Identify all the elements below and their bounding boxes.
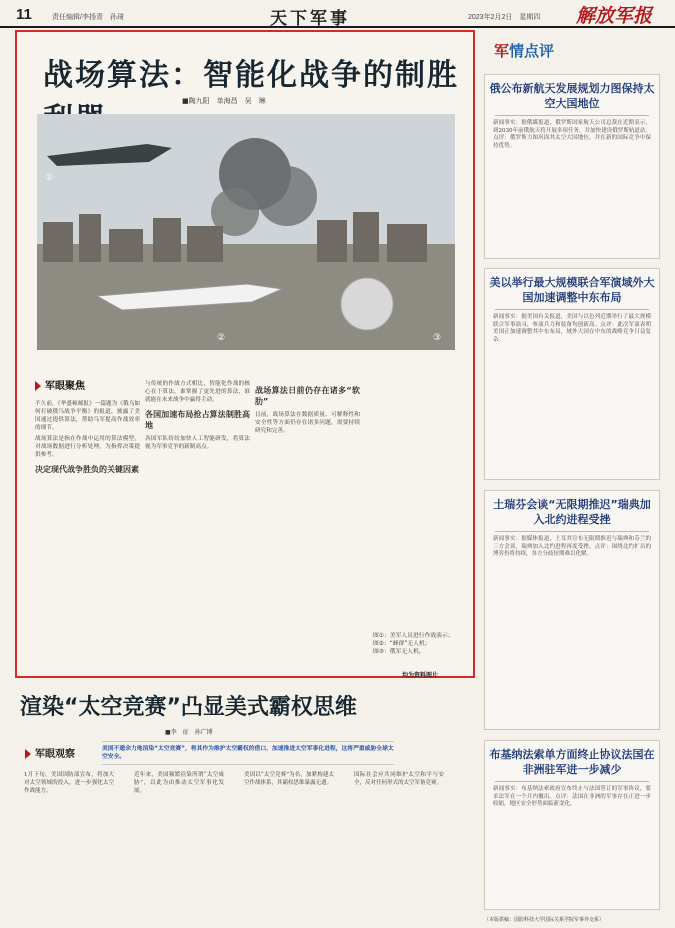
feature-column-1	[35, 400, 140, 479]
photo-caption	[373, 632, 473, 656]
commentary-body-1: 新闻事实：据俄媒报道，俄罗斯国家航天公司总裁在近期表示，到2030年前俄航天将开展多项任务，并加快建设俄罗斯轨道站。点评：俄罗斯力图巩固其太空大国地位，并在新的国际竞争中保持优势。	[493, 120, 651, 149]
newspaper-logo: 解放军报	[576, 5, 653, 27]
feature-paragraph-2: 战场算法是指在作战中运用的算法模型，对战场数据进行分析处理，为指挥决策提供参考。	[35, 436, 140, 458]
photo-credit: 均为资料图片	[402, 672, 439, 679]
feature-paragraph-5: 目前，战场算法在数据质量、可解释性和安全性等方面仍存在诸多问题，需要持续研究和完善。	[255, 412, 360, 434]
bottom-column-1: 1月下旬，美国国防部宣布，将加大对太空领域的投入，进一步强化太空作战能力。	[24, 772, 114, 794]
commentary-card-4	[484, 740, 660, 910]
caption-item-1: 图①：美军人员进行作战演示；	[373, 633, 454, 639]
arrow-icon	[35, 381, 41, 391]
arrow-icon	[25, 749, 31, 759]
feature-paragraph-1: 不久前，《华盛顿邮报》一篇题为《俄乌如何打破俄乌战争平衡》的报道，披露了美国通过提供算法，帮助乌军提高作战效率的细节。	[35, 401, 140, 431]
bottom-column-3: 美国以“太空竞赛”为名，加紧构建太空作战体系，其霸权思维暴露无遗。	[244, 772, 334, 786]
card-divider	[495, 115, 649, 116]
feature-column-tag: 军眼聚焦	[35, 377, 85, 392]
feature-photo	[37, 114, 455, 350]
commentary-title-3: 土瑞芬会谈“无限期推迟”瑞典加入北约进程受挫	[493, 498, 651, 526]
smoke-cloud-2	[257, 166, 317, 226]
commentary-title-2: 美以举行最大规模联合军演域外大国加速调整中东布局	[489, 276, 655, 304]
feature-byline: ■陶九阳 单海昌 吴 琳	[182, 97, 266, 105]
commentary-body-2: 新闻事实：据美国有关报道，美国与以色列近期举行了最大规模联合军事演习，参演兵力和装备均创新高。点评：此次军演表明美国正加速调整其中东布局，域外大国在中东的战略竞争日益复杂。	[493, 314, 651, 343]
feature-article	[15, 30, 475, 678]
sidebar-title: 军情点评	[494, 42, 555, 60]
card-divider	[495, 309, 649, 310]
bottom-column-2: 近年来，美国频繁渲染所谓“太空威胁”，以此为由推动太空军事化发展。	[134, 772, 224, 794]
photo-marker-3: ③	[433, 333, 442, 343]
editors-credit: 责任编辑/李扬青 孙琦	[52, 14, 124, 21]
bottom-column-4: 国际社会应共同维护太空和平与安全，反对任何形式的太空军备竞赛。	[354, 772, 444, 786]
card-divider	[495, 531, 649, 532]
caption-item-3: 图③：俄军无人机。	[373, 649, 425, 655]
photo-marker-1: ①	[45, 173, 54, 183]
commentary-card-1	[484, 74, 660, 259]
feature-column-2	[145, 380, 250, 454]
masthead	[0, 0, 675, 28]
bottom-headline: 渲染“太空竞赛”凸显美式霸权思维	[20, 695, 357, 720]
commentary-title-1: 俄公布新航天发展规划力图保持太空大国地位	[489, 82, 655, 110]
commentary-card-2	[484, 268, 660, 480]
caption-item-2: 图②：“蜂群”无人机；	[373, 641, 431, 647]
commentary-body-3: 新闻事实：据媒体报道，土耳其宣布无限期推迟与瑞典和芬兰的三方会谈，瑞典加入北约进程再度受挫。点评：围绕北约扩员的博弈仍将持续，各方分歧短期难以化解。	[493, 536, 651, 557]
commentary-body-4: 新闻事实：布基纳法索政府宣布终止与法国签订的军事协议，要求法军在一个月内撤出。点评：法国在非洲的军事存在正进一步收缩，地区安全形势面临新变化。	[493, 786, 651, 807]
feature-subhead-2: 各国加速布局抢占算法制胜高地	[145, 410, 250, 430]
section-title: 天下军事	[270, 9, 350, 29]
commentary-card-3	[484, 490, 660, 730]
feature-subhead-1: 决定现代战争胜负的关键因素	[35, 465, 139, 474]
bottom-lead: 美国不遗余力地渲染“太空竞赛”，将其作为维护太空霸权的借口，加速推进太空军事化进程，这将严重威胁全球太空安全。	[102, 741, 394, 765]
card-divider	[495, 781, 649, 782]
bottom-column-tag: 军眼观察	[25, 745, 75, 760]
commentary-title-4: 布基纳法索单方面终止协议法国在非洲驻军进一步减少	[489, 748, 655, 776]
feature-headline: 战场算法：智能化战争的制胜	[43, 58, 459, 93]
feature-paragraph-4: 各国军队纷纷加快人工智能研发，将算法视为军事竞争的新制高点。	[145, 436, 250, 450]
bottom-byline: ■李 征 孙广博	[165, 729, 213, 736]
feature-column-3	[255, 380, 360, 438]
battlefield-photo-illustration	[37, 114, 455, 350]
sidebar-footer: （本版供稿：国防科技大学国际关系学院军事外交系）	[484, 917, 605, 923]
issue-date: 2023年2月2日 星期四	[468, 14, 541, 21]
photo-marker-2: ②	[217, 333, 226, 343]
soldier-silhouette	[341, 278, 393, 330]
page-number: 11	[16, 6, 32, 23]
feature-paragraph-3: 与传统的作战方式相比，智能化作战的核心在于算法。谁掌握了更先进的算法，谁就能在未来战争中赢得主动。	[145, 381, 250, 403]
feature-subhead-3: 战场算法日前仍存在诸多“软肋”	[255, 386, 360, 406]
